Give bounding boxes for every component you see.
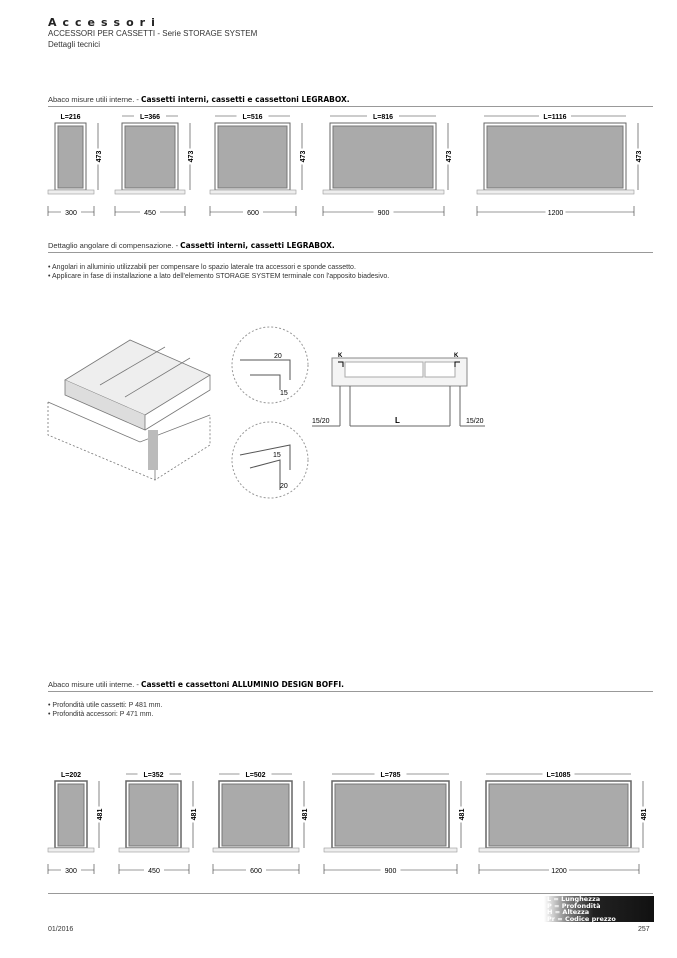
section1-title: Cassetti interni, cassetti e cassettoni LEGRABOX. <box>140 95 350 104</box>
drawer-base <box>115 190 185 194</box>
height-label: 473 <box>188 150 195 163</box>
internal-width-label: L=516 <box>242 114 263 121</box>
detail2-dim-a: 15 <box>273 452 281 459</box>
legrabox-drawer-diagrams <box>0 108 677 223</box>
height-label: 481 <box>191 808 198 821</box>
legend <box>544 896 654 922</box>
page-number: 257 <box>638 926 650 933</box>
section3-title: Cassetti e cassettoni ALLUMINIO DESIGN BOFFI. <box>140 680 345 689</box>
section2-title: Cassetti interni, cassetti LEGRABOX. <box>180 241 335 250</box>
page-subtitle-2: Dettagli tecnici <box>48 40 101 49</box>
internal-width-label: L=1085 <box>546 772 571 779</box>
divider <box>48 252 653 253</box>
detail1-dim-b: 15 <box>280 390 288 397</box>
divider <box>48 893 653 894</box>
bullet-text: Applicare in fase di installazione a lato dell'elemento STORAGE SYSTEM terminale con l'apposito biadesivo. <box>52 273 390 280</box>
bullet: • Profondità utile cassetti: P 481 mm. <box>48 702 163 709</box>
section2-heading <box>48 241 335 250</box>
outer-width-label: 1200 <box>547 210 564 217</box>
internal-width-label: L=785 <box>380 772 401 779</box>
section1-prefix: Abaco misure utili interne. - <box>48 95 141 104</box>
height-label: 481 <box>459 808 466 821</box>
section2-prefix: Dettaglio angolare di compensazione. - <box>48 241 181 250</box>
bullet-text: Profondità accessori: P 471 mm. <box>52 711 154 718</box>
drawer-interior <box>222 784 289 846</box>
section3-prefix: Abaco misure utili interne. - <box>48 680 141 689</box>
page-subtitle: ACCESSORI PER CASSETTI - Serie STORAGE SYSTEM <box>48 29 258 38</box>
drawer-diagram <box>119 769 198 875</box>
gap-left: 15/20 <box>312 418 330 425</box>
legend-item: Pr = Codice prezzo <box>547 914 616 923</box>
drawer-interior <box>125 126 175 188</box>
legend-item: L = Lunghezza <box>547 895 601 903</box>
height-label: 473 <box>96 150 103 163</box>
compensation-angle-illustration <box>40 320 500 510</box>
detail1-dim-a: 20 <box>274 353 282 360</box>
bullet-text: Angolari in alluminio utilizzabili per compensare lo spazio laterale tra accessori e sponde cassetto. <box>52 264 356 271</box>
drawer-diagram <box>477 111 643 217</box>
drawer-diagram <box>323 111 453 217</box>
internal-width-label: L=502 <box>245 772 266 779</box>
legend-item: P = Profondità <box>547 901 601 910</box>
internal-width-label: L=366 <box>139 114 161 121</box>
height-label: 473 <box>446 150 453 163</box>
drawer-base <box>48 848 94 852</box>
drawer-interior <box>335 784 446 846</box>
section3-bullets <box>48 701 162 719</box>
divider <box>48 106 653 107</box>
drawer-diagram <box>479 769 648 875</box>
drawer-base <box>213 848 299 852</box>
drawer-diagram <box>48 111 103 217</box>
drawer-interior <box>333 126 433 188</box>
length-label: L <box>395 416 400 425</box>
k-label-right: K <box>454 353 459 359</box>
outer-width-label: 450 <box>148 868 160 875</box>
internal-width-label: L=1116 <box>543 114 567 121</box>
section-view <box>312 353 485 426</box>
detail2-dim-b: 20 <box>280 483 288 490</box>
drawer-diagram <box>115 111 195 217</box>
drawer-base <box>48 190 94 194</box>
detail-circle-1 <box>232 327 308 403</box>
internal-width-label: L=202 <box>60 772 82 779</box>
drawer-base <box>210 190 296 194</box>
outer-width-label: 1200 <box>551 868 567 875</box>
detail-circle-2 <box>232 422 308 498</box>
section3-heading <box>48 680 344 689</box>
bullet-text: Profondità utile cassetti: P 481 mm. <box>52 702 163 709</box>
height-label: 481 <box>641 808 648 821</box>
bullet: • Applicare in fase di installazione a lato dell'elemento STORAGE SYSTEM terminale con l'apposito biadesivo. <box>48 273 390 280</box>
bullet: • Profondità accessori: P 471 mm. <box>48 711 154 718</box>
drawer-diagram <box>324 769 466 875</box>
divider <box>48 691 653 692</box>
bullet: • Angolari in alluminio utilizzabili per compensare lo spazio laterale tra accessori e sponde cassetto. <box>48 264 356 271</box>
internal-width-label: L=816 <box>372 114 394 121</box>
drawer-base <box>324 848 457 852</box>
internal-width-label: L=216 <box>60 114 81 121</box>
drawer-base <box>477 190 634 194</box>
outer-width-label: 600 <box>247 210 259 217</box>
outer-width-label: 600 <box>250 868 262 875</box>
drawer-base <box>119 848 189 852</box>
drawer-interior <box>487 126 623 188</box>
drawer-diagram <box>213 769 309 875</box>
drawer-isometric <box>48 340 210 480</box>
footer-date: 01/2016 <box>48 926 74 933</box>
outer-width-label: 300 <box>65 210 77 217</box>
height-label: 481 <box>97 808 104 821</box>
internal-width-label: L=352 <box>143 772 164 779</box>
drawer-interior <box>58 784 84 846</box>
drawer-base <box>323 190 444 194</box>
outer-width-label: 900 <box>384 868 397 875</box>
section2-bullets <box>48 263 389 281</box>
drawer-interior <box>129 784 178 846</box>
outer-width-label: 300 <box>65 868 77 875</box>
drawer-diagram <box>48 769 104 875</box>
drawer-interior <box>489 784 628 846</box>
drawer-interior <box>218 126 287 188</box>
legend-item: H = Altezza <box>547 908 590 916</box>
drawer-interior <box>58 126 83 188</box>
gap-right: 15/20 <box>466 418 484 425</box>
outer-width-label: 450 <box>144 210 156 217</box>
page-title: Accessori <box>48 16 161 29</box>
outer-width-label: 900 <box>377 210 390 217</box>
drawer-base <box>479 848 639 852</box>
height-label: 473 <box>300 150 307 163</box>
drawer-diagram <box>210 111 307 217</box>
boffi-drawer-diagrams <box>0 766 677 881</box>
height-label: 481 <box>302 808 309 821</box>
k-label-left: K <box>338 353 343 359</box>
height-label: 473 <box>636 150 643 163</box>
section1-heading <box>48 95 350 104</box>
